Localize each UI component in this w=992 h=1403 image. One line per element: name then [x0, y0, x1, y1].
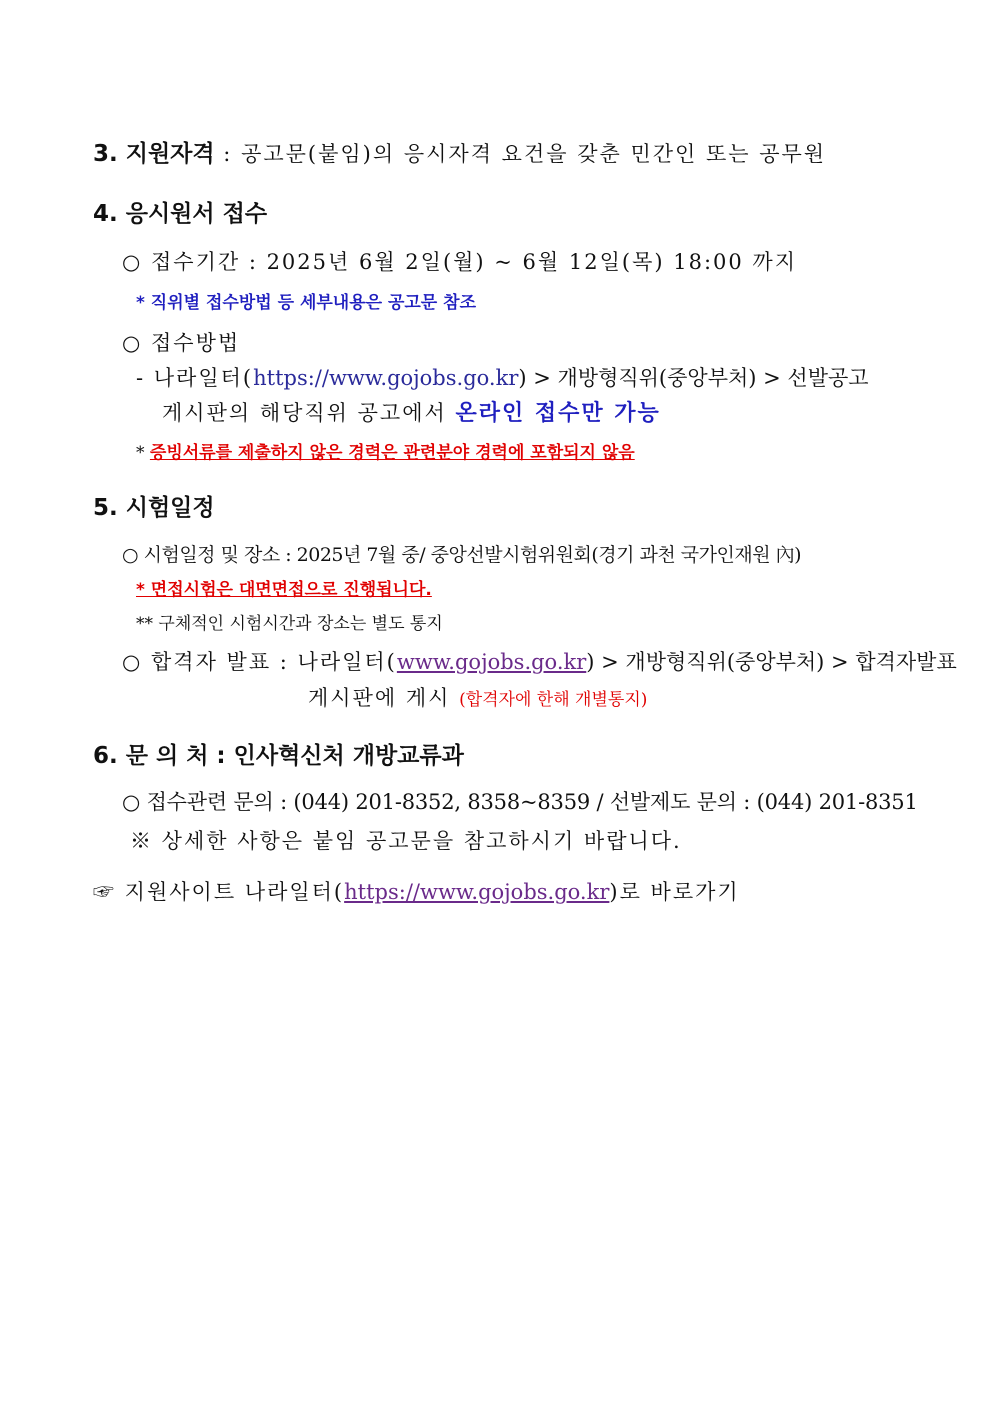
section-6-heading: 6. 문 의 처 : 인사혁신처 개방교류과 [93, 743, 464, 769]
announce-suffix: ) > 개방형직위(중앙부처) > 합격자발표 [586, 650, 957, 674]
section-3-line [93, 140, 826, 168]
reception-method-line2 [162, 399, 661, 428]
result-announcement-line1 [122, 648, 957, 676]
section-3-text: 공고문(붙임)의 응시자격 요건을 갖춘 민간인 또는 공무원 [241, 142, 827, 166]
gojobs-link[interactable]: https://www.gojobs.go.kr [253, 366, 519, 390]
apply-site-prefix: ☞ 지원사이트 나라일터( [93, 880, 345, 904]
section-4-heading: 4. 응시원서 접수 [93, 201, 268, 227]
schedule-notice-note: ** 구체적인 시험시간과 장소는 별도 통지 [136, 614, 443, 634]
apply-site-link[interactable]: https://www.gojobs.go.kr [344, 880, 610, 904]
contact-line: ○ 접수관련 문의 : (044) 201-8352, 8358~8359 / 선발제도 문의 : (044) 201-8351 [122, 790, 918, 814]
method-line2-prefix: 게시판의 해당직위 공고에서 [162, 401, 456, 425]
section-3-separator: : [214, 142, 242, 166]
reception-period: ○ 접수기간 : 2025년 6월 2일(월) ~ 6월 12일(목) 18:00 까지 [122, 250, 798, 274]
evidence-note-star: * [136, 443, 150, 463]
gojobs-short-link[interactable]: www.gojobs.go.kr [396, 650, 587, 674]
apply-site-line [93, 878, 740, 906]
evidence-note-text: 증빙서류를 제출하지 않은 경력은 관련분야 경력에 포함되지 않음 [149, 443, 635, 463]
online-only-emphasis: 온라인 접수만 가능 [455, 401, 661, 426]
announce-line2: 게시판에 게시 [308, 686, 460, 710]
method-line1-suffix: ) > 개방형직위(중앙부처) > 선발공고 [518, 366, 869, 390]
result-announcement-line2 [308, 684, 647, 714]
reception-method-title: ○ 접수방법 [122, 331, 241, 355]
method-line1-prefix: - 나라일터( [136, 366, 254, 390]
interview-note: * 면접시험은 대면면접으로 진행됩니다. [136, 580, 432, 600]
announce-prefix: ○ 합격자 발표 : 나라일터( [122, 650, 397, 674]
section-3-heading: 3. 지원자격 [93, 141, 215, 167]
apply-site-suffix: )로 바로가기 [609, 880, 740, 904]
evidence-note [136, 439, 635, 467]
reception-method-line1 [136, 364, 869, 392]
announce-individual-note: (합격자에 한해 개별통지) [459, 690, 648, 710]
exam-schedule: ○ 시험일정 및 장소 : 2025년 7월 중/ 중앙선발시험위원회(경기 과천 국가인재원 內) [122, 544, 801, 566]
reference-note: ※ 상세한 사항은 붙임 공고문을 참고하시기 바랍니다. [130, 829, 682, 853]
reception-note: * 직위별 접수방법 등 세부내용은 공고문 참조 [136, 293, 476, 313]
section-5-heading: 5. 시험일정 [93, 495, 215, 521]
